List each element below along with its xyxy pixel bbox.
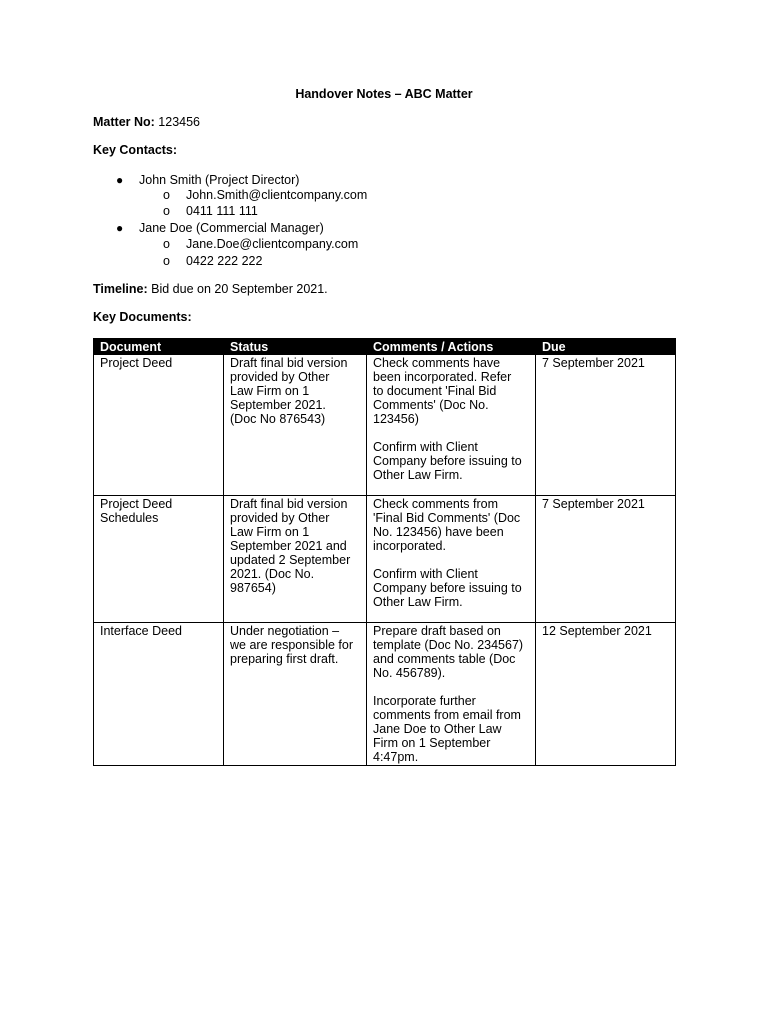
document-name: Project Deed: [100, 356, 173, 370]
comments-text: No. 123456) have been: [373, 525, 504, 539]
status-text: September 2021 and: [230, 539, 347, 553]
status-cell: [224, 623, 367, 766]
document-cell: [94, 496, 224, 623]
key-documents-heading: Key Documents:: [93, 310, 192, 324]
contact-name: John Smith (Project Director): [139, 173, 300, 187]
matter-number-line: [93, 115, 200, 129]
contact-phone: 0422 222 222: [186, 254, 263, 268]
status-text: Under negotiation –: [230, 624, 340, 638]
contact-phone: 0411 111 111: [186, 204, 258, 218]
bullet-icon: ●: [116, 221, 124, 235]
document-title: Handover Notes – ABC Matter: [295, 87, 473, 101]
comments-text: Incorporate further: [373, 694, 476, 708]
sub-bullet-icon: o: [163, 188, 170, 202]
table-row: [94, 496, 676, 623]
timeline-value: Bid due on 20 September 2021.: [147, 282, 328, 296]
sub-bullet-icon: o: [163, 254, 170, 268]
timeline-label: Timeline:: [93, 282, 148, 296]
due-date: 7 September 2021: [542, 497, 645, 511]
comments-text: Prepare draft based on: [373, 624, 501, 638]
due-cell: [536, 623, 676, 766]
contact-name: Jane Doe (Commercial Manager): [139, 221, 324, 235]
comments-text: Other Law Firm.: [373, 595, 463, 609]
document-cell: [94, 355, 224, 496]
status-cell: [224, 355, 367, 496]
comments-text: 4:47pm.: [373, 750, 419, 764]
key-contacts-heading: Key Contacts:: [93, 143, 178, 157]
due-date: 12 September 2021: [542, 624, 652, 638]
sub-bullet-icon: o: [163, 204, 170, 218]
comments-cell: [367, 496, 536, 623]
timeline-line: [93, 282, 328, 296]
status-text: preparing first draft.: [230, 652, 339, 666]
status-text: September 2021.: [230, 398, 326, 412]
paragraph-gap: [373, 553, 529, 567]
comments-text: Firm on 1 September: [373, 736, 491, 750]
status-text: updated 2 September: [230, 553, 351, 567]
comments-text: been incorporated. Refer: [373, 370, 512, 384]
matter-number-label: Matter No:: [93, 115, 155, 129]
bullet-icon: ●: [116, 173, 124, 187]
status-text: Draft final bid version: [230, 497, 348, 511]
comments-text: and comments table (Doc: [373, 652, 516, 666]
comments-cell: [367, 355, 536, 496]
contact-email: John.Smith@clientcompany.com: [186, 188, 368, 202]
comments-text: Confirm with Client: [373, 440, 478, 454]
comments-text: Other Law Firm.: [373, 468, 463, 482]
comments-text: Company before issuing to: [373, 581, 522, 595]
due-cell: [536, 496, 676, 623]
status-text: (Doc No 876543): [230, 412, 326, 426]
comments-cell: [367, 623, 536, 766]
document-name: Interface Deed: [100, 624, 182, 638]
paragraph-gap: [373, 426, 529, 440]
status-text: Law Firm on 1: [230, 384, 310, 398]
comments-text: Jane Doe to Other Law: [373, 722, 502, 736]
sub-bullet-icon: o: [163, 237, 170, 251]
comments-text: template (Doc No. 234567): [373, 638, 524, 652]
status-cell: [224, 496, 367, 623]
matter-number-value: 123456: [154, 115, 200, 129]
comments-text: Company before issuing to: [373, 454, 522, 468]
document-name: Schedules: [100, 511, 159, 525]
status-text: 987654): [230, 581, 276, 595]
document-cell: [94, 623, 224, 766]
due-date: 7 September 2021: [542, 356, 645, 370]
comments-text: Check comments from: [373, 497, 499, 511]
table-row: [94, 623, 676, 766]
status-text: Draft final bid version: [230, 356, 348, 370]
status-text: provided by Other: [230, 370, 330, 384]
header-status: Status: [224, 339, 367, 355]
comments-text: Comments' (Doc No.: [373, 398, 489, 412]
comments-text: Confirm with Client: [373, 567, 478, 581]
comments-text: No. 456789).: [373, 666, 446, 680]
header-comments: Comments / Actions: [367, 339, 536, 355]
table-header-row: [94, 339, 676, 355]
table-row: [94, 355, 676, 496]
comments-text: 123456): [373, 412, 419, 426]
header-document: Document: [94, 339, 224, 355]
header-due: Due: [536, 339, 676, 355]
comments-text: comments from email from: [373, 708, 521, 722]
status-text: 2021. (Doc No.: [230, 567, 315, 581]
paragraph-gap: [373, 680, 529, 694]
document-name: Project Deed: [100, 497, 173, 511]
key-documents-table: [93, 338, 676, 766]
status-text: provided by Other: [230, 511, 330, 525]
comments-text: Check comments have: [373, 356, 501, 370]
contact-email: Jane.Doe@clientcompany.com: [186, 237, 359, 251]
comments-text: 'Final Bid Comments' (Doc: [373, 511, 521, 525]
comments-text: incorporated.: [373, 539, 446, 553]
comments-text: to document 'Final Bid: [373, 384, 497, 398]
status-text: we are responsible for: [230, 638, 353, 652]
status-text: Law Firm on 1: [230, 525, 310, 539]
due-cell: [536, 355, 676, 496]
